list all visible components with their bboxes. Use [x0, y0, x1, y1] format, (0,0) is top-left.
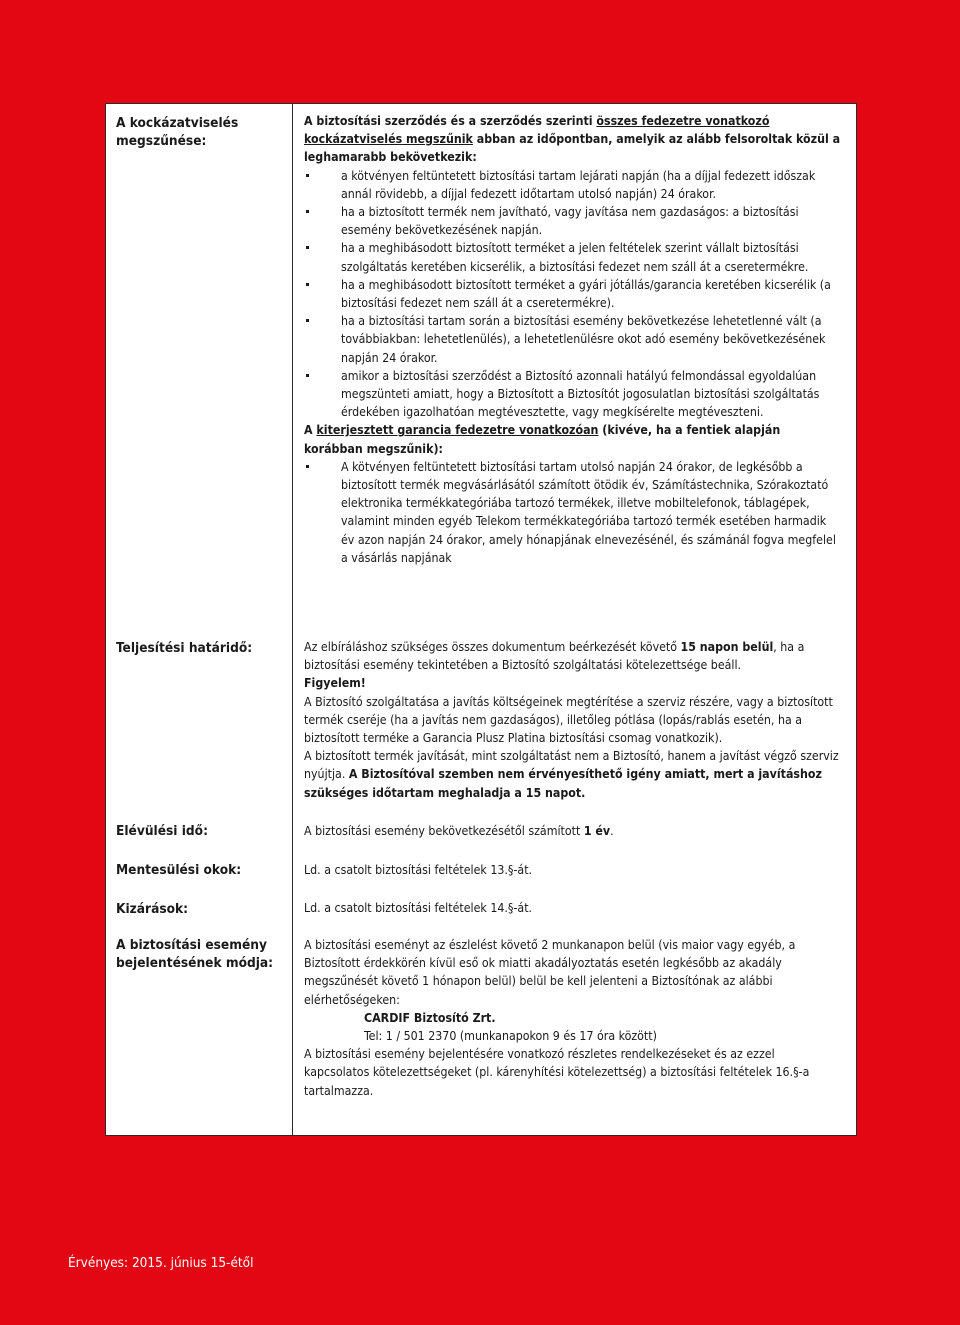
exemption-block: [304, 861, 842, 879]
validity-footer: Érvényes: 2015. június 15-étől: [68, 1255, 254, 1271]
exclusions-text: Ld. a csatolt biztosítási feltételek 14.§-át.: [304, 901, 533, 915]
reporting-block: [304, 936, 842, 1100]
service-text: A Biztosító szolgáltatása a javítás költségeinek megtérítése a szerviz részére, vagy a biztosított termék cseréje (ha a javítás nem gazdaságos), illetőleg pótlása (lopás/rablás esetén, ha a biztosított terméke a Garancia Plusz Platina biztosítási csomag vonatkozik).: [304, 694, 833, 746]
repair-text: A biztosított termék javítását, mint szolgáltatást nem a Biztosító, hanem a javítást végző szerviz nyújtja. A Biztosítóval szemben nem érvényesíthető igény amiatt, mert a javításhoz szükséges időtartam meghaladja a 15 napot.: [304, 749, 839, 800]
label-exclusions: Kizárások:: [116, 901, 189, 917]
exemption-text: Ld. a csatolt biztosítási feltételek 13.§-át.: [304, 863, 533, 877]
list-item: a kötvényen feltüntetett biztosítási tartam lejárati napján (ha a díjjal fedezett időszak annál rövidebb, a díjjal fedezett időtartam utolsó napján) 24 órakor.: [304, 167, 842, 203]
label-risk-end: A kockázatviselés megszűnése:: [116, 115, 239, 149]
company-name: CARDIF Biztosító Zrt.: [364, 1010, 496, 1025]
exclusions-block: [304, 899, 842, 917]
list-item: ha a meghibásodott biztosított terméket a gyári jótállás/garancia keretében kicserélik (a biztosítási fedezet nem száll át a cseretermékre).: [304, 276, 842, 312]
risk-end-block: [304, 112, 842, 567]
label-deadline: Teljesítési határidő:: [116, 640, 253, 656]
company-phone: Tel: 1 / 501 2370 (munkanapokon 9 és 17 óra között): [364, 1029, 657, 1044]
labels-column: [106, 104, 293, 1135]
extended-warranty-heading: A kiterjesztett garancia fedezetre vonatkozóan (kivéve, ha a fentiek alapján korábban megszűnik):: [304, 423, 781, 456]
terms-table: [105, 103, 857, 1136]
list-item: ha a meghibásodott biztosított terméket a jelen feltételek szerint vállalt biztosítási szolgáltatás keretében kicserélik, a biztosítási fedezet nem száll át a cseretermékre.: [304, 239, 842, 275]
reporting-text: A biztosítási eseményt az észlelést követő 2 munkanapon belül (vis maior vagy egyéb, a Biztosított érdekkörén kívül eső ok miatti akadályoztatás esetén legkésőbb az akadály megszűnését követő 1 hónapon belül) belül be kell jelenteni a Biztosítónak az alábbi elérhetőségeken:: [304, 938, 796, 1007]
warning-label: Figyelem!: [304, 676, 366, 691]
content-column: [293, 104, 856, 1135]
list-item: ha a biztosított termék nem javítható, vagy javítása nem gazdaságos: a biztosítási esemény bekövetkezésének napján.: [304, 203, 842, 239]
label-limitation: Elévülési idő:: [116, 823, 208, 839]
deadline-text: Az elbíráláshoz szükséges összes dokumentum beérkezését követő 15 napon belül, ha a biztosítási esemény tekintetében a Biztosító szolgáltatási kötelezettsége beáll.: [304, 640, 805, 673]
limitation-block: [304, 822, 842, 840]
label-reporting: A biztosítási esemény bejelentésének módja:: [116, 937, 274, 971]
deadline-block: [304, 638, 842, 802]
extended-warranty-list: [304, 458, 842, 567]
list-item: A kötvényen feltüntetett biztosítási tartam utolsó napján 24 órakor, de legkésőbb a biztosított termék megvásárlásától számított ötödik év, Számítástechnika, Szórakoztató elektronika termékkategóriába tartozó termékek, illetve mobiltelefonok, táblagépek, valamint minden egyéb Telekom termékkategóriába tartozó termék esetében harmadik év azon napján 24 órakor, amely hónapjának elnevezésénél, és számánál fogva megfelel a vásárlás napjának: [304, 458, 842, 567]
risk-end-intro: A biztosítási szerződés és a szerződés szerinti összes fedezetre vonatkozó kockázatviselés megszűnik abban az időpontban, amelyik az alább felsoroltak közül a leghamarabb bekövetkezik:: [304, 114, 841, 165]
label-exemption: Mentesülési okok:: [116, 862, 242, 878]
reporting-details: A biztosítási esemény bejelentésére vonatkozó részletes rendelkezéseket és az ezzel kapcsolatos kötelezettségeket (pl. kárenyhítési kötelezettség) a biztosítási feltételek 16.§-a tartalmazza.: [304, 1047, 810, 1098]
risk-end-list: [304, 167, 842, 422]
list-item: ha a biztosítási tartam során a biztosítási esemény bekövetkezése lehetetlenné vált (a továbbiakban: lehetetlenülés), a lehetetlenülésre okot adó esemény bekövetkezésének napján 24 órakor.: [304, 312, 842, 367]
limitation-text: A biztosítási esemény bekövetkezésétől számított 1 év.: [304, 824, 614, 838]
list-item: amikor a biztosítási szerződést a Biztosító azonnali hatályú felmondással egyoldalúan megszünteti amiatt, hogy a Biztosított a Biztosítót jogosulatlan biztosítási szolgáltatás érdekében igazolhatóan megtévesztette, vagy megkísérelte megtéveszteni.: [304, 367, 842, 422]
